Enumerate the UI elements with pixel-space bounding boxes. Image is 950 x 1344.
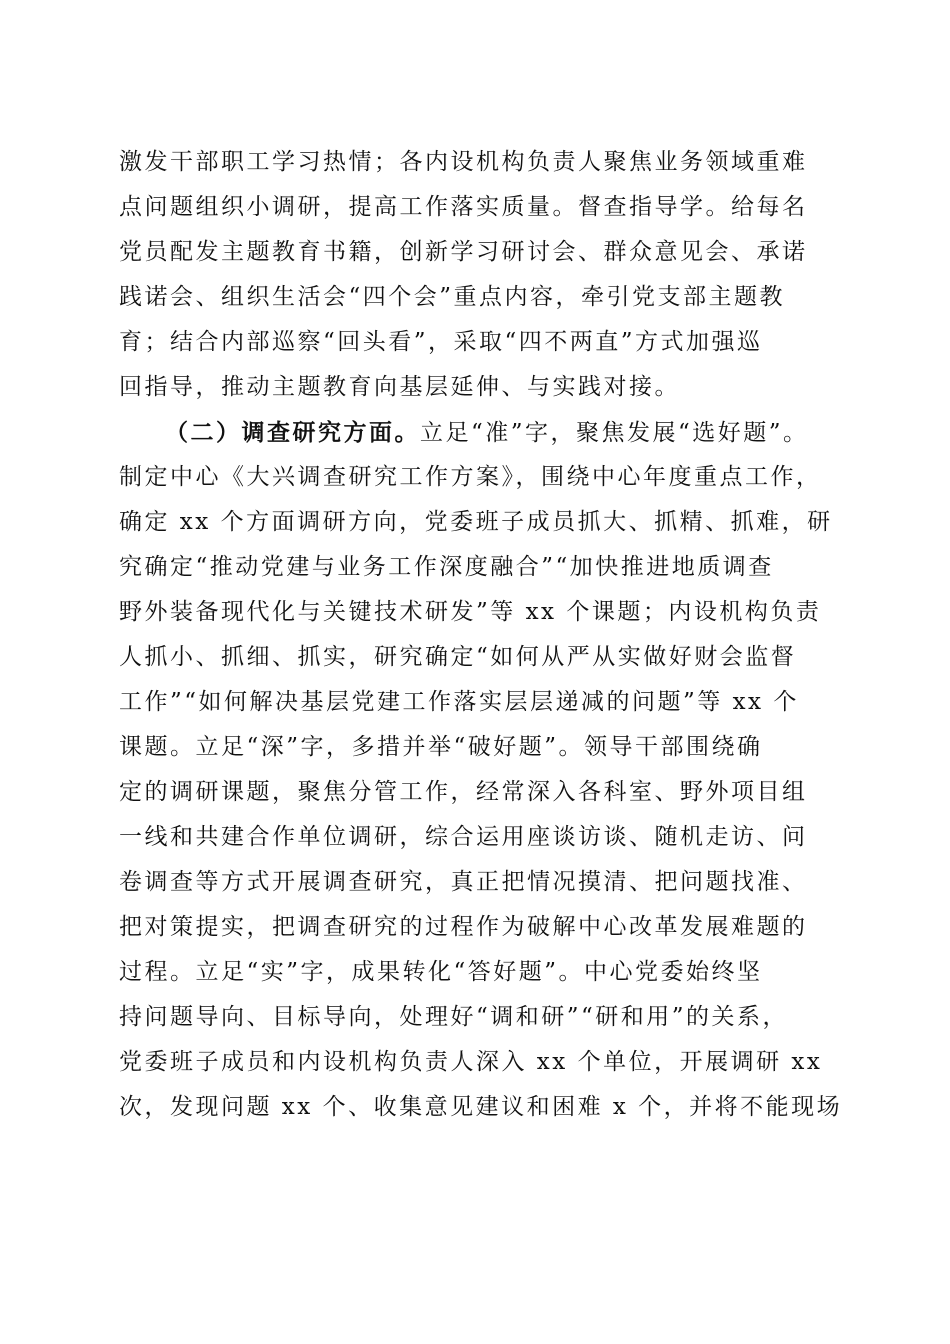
section-heading-line — [119, 410, 839, 455]
text-line: 定的调研课题，聚焦分管工作，经常深入各科室、野外项目组 — [119, 779, 808, 805]
text-line: 确定 xx 个方面调研方向，党委班子成员抓大、抓精、抓难，研 — [119, 509, 833, 535]
section-heading-rest: 立足“准”字，聚焦发展“选好题”。 — [420, 420, 809, 446]
text-line: 次，发现问题 xx 个、收集意见建议和困难 x 个，并将不能现场 — [119, 1094, 843, 1120]
text-line: 点问题组织小调研，提高工作落实质量。督查指导学。给每名 — [119, 194, 808, 220]
text-line: 激发干部职工学习热情；各内设机构负责人聚焦业务领域重难 — [119, 149, 808, 175]
text-line: 把对策提实，把调查研究的过程作为破解中心改革发展难题的 — [119, 914, 808, 940]
text-line: 课题。立足“深”字，多措并举“破好题”。领导干部围绕确 — [119, 734, 763, 760]
text-line: 人抓小、抓细、抓实，研究确定“如何从严从实做好财会监督 — [119, 644, 797, 670]
text-line: 践诺会、组织生活会“四个会”重点内容，牵引党支部主题教 — [119, 284, 786, 310]
text-line: 育；结合内部巡察“回头看”，采取“四不两直”方式加强巡 — [119, 329, 763, 355]
text-line: 工作”“如何解决基层党建工作落实层层递减的问题”等 xx 个 — [119, 689, 799, 715]
text-line: 究确定“推动党建与业务工作深度融合”“加快推进地质调查 — [119, 554, 774, 580]
section-heading: （二）调查研究方面。 — [165, 419, 420, 446]
text-line: 党员配发主题教育书籍，创新学习研讨会、群众意见会、承诺 — [119, 239, 808, 265]
body-text — [119, 140, 843, 1130]
text-line: 过程。立足“实”字，成果转化“答好题”。中心党委始终坚 — [119, 959, 763, 985]
text-line: 回指导，推动主题教育向基层延伸、与实践对接。 — [119, 374, 680, 400]
text-line: 卷调查等方式开展调查研究，真正把情况摸清、把问题找准、 — [119, 869, 808, 895]
text-line: 持问题导向、目标导向，处理好“调和研”“研和用”的关系， — [119, 1004, 789, 1030]
text-line: 野外装备现代化与关键技术研发”等 xx 个课题；内设机构负责 — [119, 599, 822, 625]
text-line: 制定中心《大兴调查研究工作方案》，围绕中心年度重点工作， — [119, 464, 822, 490]
text-line: 党委班子成员和内设机构负责人深入 xx 个单位，开展调研 xx — [119, 1049, 823, 1075]
text-line: 一线和共建合作单位调研，综合运用座谈访谈、随机走访、问 — [119, 824, 808, 850]
